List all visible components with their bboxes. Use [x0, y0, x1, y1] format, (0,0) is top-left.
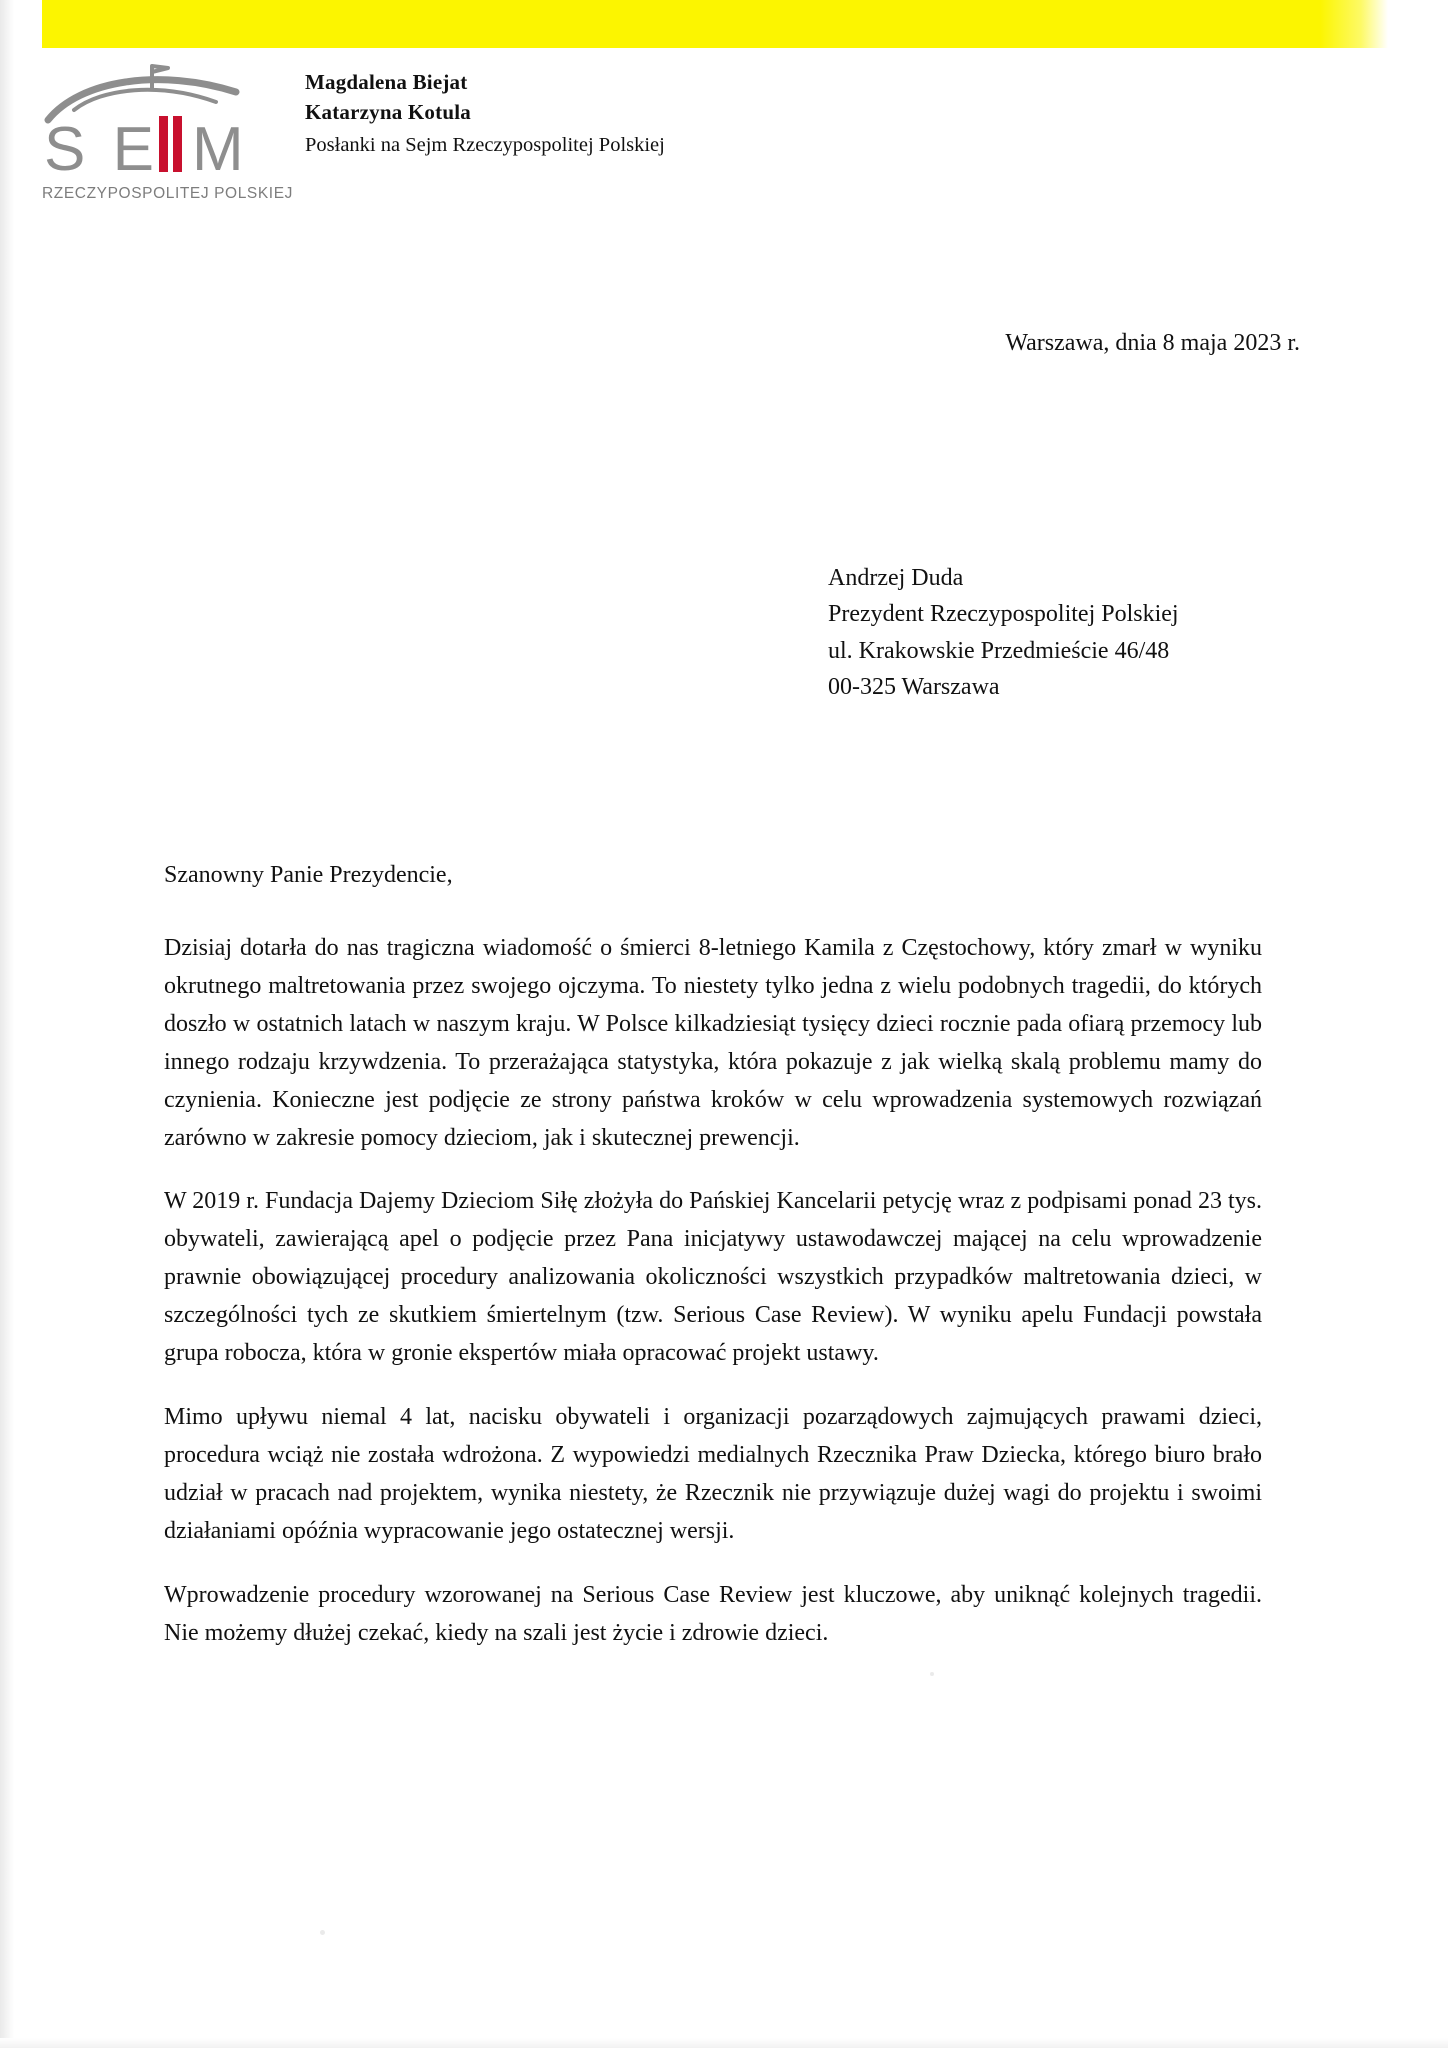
- paragraph-3: Mimo upływu niemal 4 lat, nacisku obywateli i organizacji pozarządowych zajmujących prawami dzieci, procedura wciąż nie została wdrożona. Z wypowiedzi medialnych Rzecznika Praw Dziecka, którego biuro brało udział w pracach nad projektem, wynika niestety, że Rzecznik nie przywiązuje dużej wagi do projektu i swoimi działaniami opóźnia wypracowanie jego ostatecznej wersji.: [164, 1403, 1262, 1544]
- yellow-highlight-band: [42, 0, 1387, 48]
- paragraph-1: Dzisiaj dotarła do nas tragiczna wiadomość o śmierci 8-letniego Kamila z Częstochowy, który zmarł w wyniku okrutnego maltretowania przez swojego ojczyma. To niestety tylko jedna z wielu podobnych tragedii, do których doszło w ostatnich latach w naszym kraju. W Polsce kilkadziesiąt tysięcy dzieci rocznie pada ofiarą przemocy lub innego rodzaju krzywdzenia. To przerażająca statystyka, która pokazuje z jak wielką skalą problemu mamy do czynienia. Konieczne jest podjęcie ze strony państwa kroków w celu wprowadzenia systemowych rozwiązań zarówno w zakresie pomocy dzieciom, jak i skutecznej prewencji.: [164, 935, 1262, 1151]
- author-role: Posłanki na Sejm Rzeczypospolitej Polskiej: [305, 133, 665, 156]
- sejm-logo: [40, 58, 300, 208]
- scan-speck: [320, 1930, 325, 1935]
- addressee-line-4: 00-325 Warszawa: [828, 674, 1000, 701]
- svg-text:S E: S E: [44, 115, 159, 184]
- addressee-block: [828, 560, 1179, 706]
- scan-speck: [930, 1672, 934, 1676]
- svg-text:RZECZYPOSPOLITEJ POLSKIEJ: RZECZYPOSPOLITEJ POLSKIEJ: [42, 185, 294, 202]
- author-name-2: Katarzyna Kotula: [305, 99, 471, 124]
- letterhead-text-block: [305, 68, 665, 160]
- addressee-line-3: ul. Krakowskie Przedmieście 46/48: [828, 637, 1170, 664]
- letterhead: [40, 58, 1380, 218]
- svg-text:M: M: [192, 115, 249, 184]
- paragraph-2: W 2019 r. Fundacja Dajemy Dzieciom Siłę złożyła do Pańskiej Kancelarii petycję wraz z podpisami ponad 23 tys. obywateli, zawierającą apel o podjęcie przez Pana inicjatywy ustawodawczej mającej na celu wprowadzenie prawnie obowiązującej procedury analizowania okoliczności wszystkich przypadków maltretowania dzieci, w szczególności tych ze skutkiem śmiertelnym (tzw. Serious Case Review). W wyniku apelu Fundacji powstała grupa robocza, która w gronie ekspertów miała opracować projekt ustawy.: [164, 1188, 1262, 1367]
- addressee-line-1: Andrzej Duda: [828, 565, 964, 591]
- author-name-1: Magdalena Biejat: [305, 70, 468, 94]
- salutation: Szanowny Panie Prezydencie,: [164, 862, 453, 888]
- scan-edge-shadow-bottom: [0, 2038, 1448, 2048]
- letter-body: [164, 930, 1262, 1652]
- sejm-logo-graphic: [40, 58, 300, 208]
- addressee-line-2: Prezydent Rzeczypospolitej Polskiej: [828, 601, 1179, 628]
- paragraph-4: Wprowadzenie procedury wzorowanej na Serious Case Review jest kluczowe, aby uniknąć kolejnych tragedii. Nie możemy dłużej czekać, kiedy na szali jest życie i zdrowie dzieci.: [164, 1581, 1262, 1646]
- yellow-highlight-band-fade: [1320, 0, 1388, 48]
- date-line: Warszawa, dnia 8 maja 2023 r.: [1005, 330, 1300, 356]
- scan-edge-shadow-left: [0, 0, 14, 2048]
